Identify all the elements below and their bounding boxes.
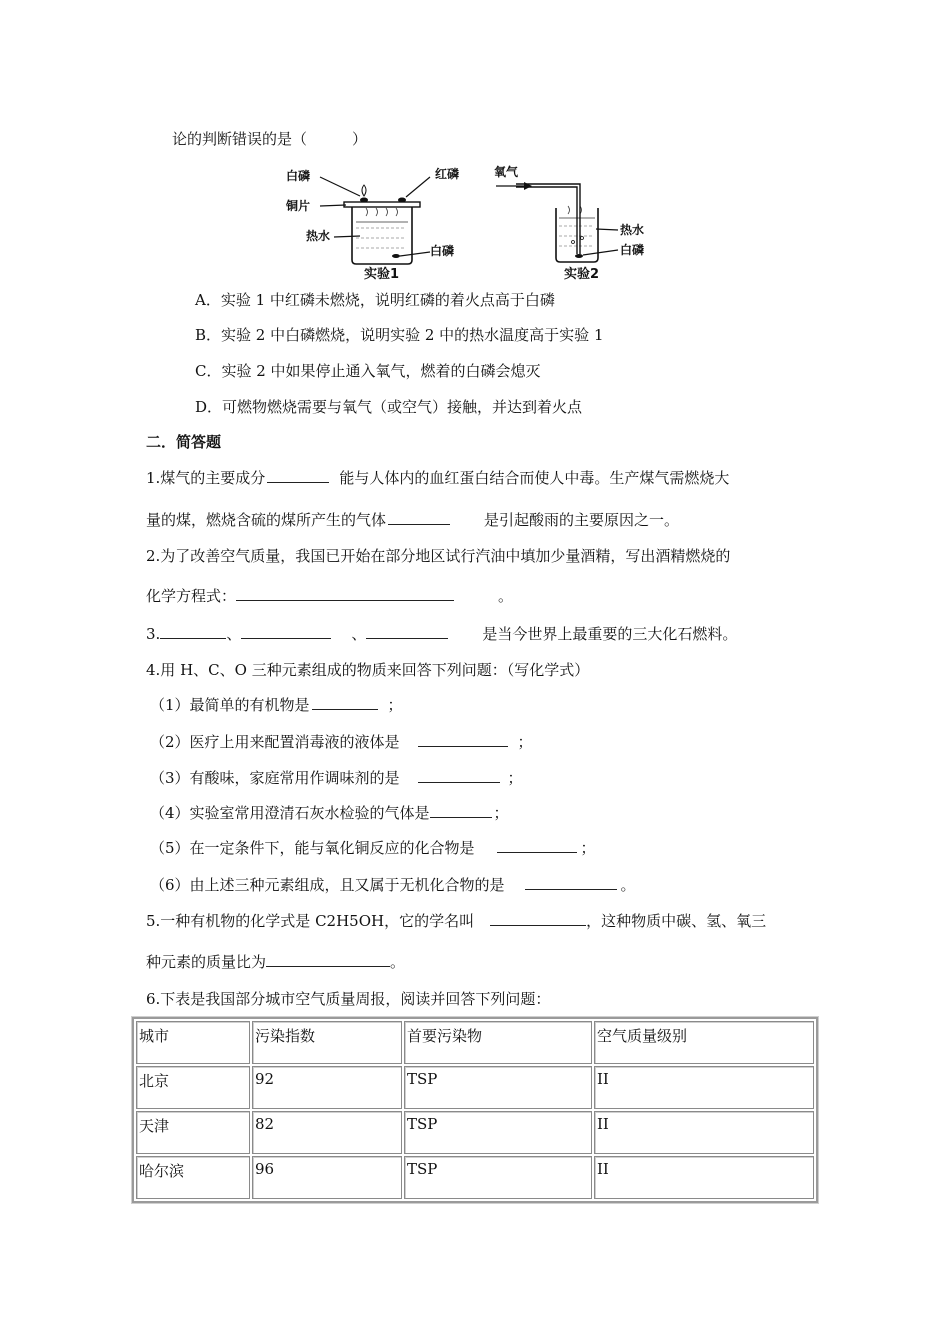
- q4-item-3: [150, 767, 523, 788]
- table-header-row: [136, 1021, 814, 1064]
- table-header-cell: 空气质量级别: [594, 1021, 814, 1064]
- table-cell: 92: [252, 1066, 402, 1109]
- question-tail-text: 论的判断错误的是（ ）: [172, 130, 368, 148]
- table-cell: II: [594, 1111, 814, 1154]
- q4-item-3-end: ；: [507, 769, 523, 787]
- q2-equation-blank[interactable]: [236, 586, 454, 601]
- label-hot-water-1: 热水: [306, 229, 331, 243]
- question-2-line-1: 2.为了改善空气质量，我国已开始在部分地区试行汽油中填加少量酒精，写出酒精燃烧的: [146, 547, 731, 565]
- label-oxygen: 氧气: [494, 165, 519, 179]
- q4-item-2-end: ；: [517, 733, 533, 751]
- table-row: [136, 1156, 814, 1199]
- q4-item-2: [150, 731, 533, 752]
- table-cell: TSP: [404, 1066, 592, 1109]
- q4-item-4-blank[interactable]: [430, 803, 492, 818]
- q1-text-3: 量的煤，燃烧含硫的煤所产生的气体: [146, 511, 387, 529]
- q1-blank-1[interactable]: [267, 468, 329, 483]
- question-3: [146, 623, 737, 644]
- table-cell: 96: [252, 1156, 402, 1199]
- q4-item-5-end: ；: [580, 839, 596, 857]
- q4-item-1: [150, 694, 403, 715]
- q4-item-1-text: （1）最简单的有机物是: [150, 696, 310, 714]
- q4-item-4-text: （4）实验室常用澄清石灰水检验的气体是: [150, 804, 430, 822]
- q4-item-4-end: ；: [493, 804, 509, 822]
- q5-text-4: 。: [390, 953, 406, 971]
- table-header-cell: 城市: [136, 1021, 250, 1064]
- q5-text-1: 5.一种有机物的化学式是 C2H5OH，它的学名叫: [146, 912, 475, 930]
- table-cell: 82: [252, 1111, 402, 1154]
- table-cell: 哈尔滨: [136, 1156, 250, 1199]
- q4-item-5-text: （5）在一定条件下，能与氧化铜反应的化合物是: [150, 839, 475, 857]
- q3-tail: 是当今世界上最重要的三大化石燃料。: [482, 625, 738, 643]
- q3-blank-2[interactable]: [241, 624, 331, 639]
- q3-blank-1[interactable]: [160, 624, 226, 639]
- label-copper-plate: 铜片: [286, 199, 311, 213]
- q3-sep-1: 、: [226, 625, 242, 643]
- experiment-1-figure: [320, 177, 430, 264]
- label-experiment-2: 实验2: [564, 267, 600, 282]
- q4-item-5: [150, 837, 596, 858]
- q4-item-3-text: （3）有酸味，家庭常用作调味剂的是: [150, 769, 400, 787]
- q1-text-2: 能与人体内的血红蛋白结合而使人中毒。生产煤气需燃烧大: [339, 469, 730, 487]
- option-b: B．实验 2 中白磷燃烧，说明实验 2 中的热水温度高于实验 1: [195, 326, 604, 344]
- q1-blank-2[interactable]: [388, 510, 450, 525]
- table-cell: 北京: [136, 1066, 250, 1109]
- table-row: [136, 1066, 814, 1109]
- table-cell: II: [594, 1066, 814, 1109]
- question-6-intro: 6.下表是我国部分城市空气质量周报，阅读并回答下列问题：: [146, 990, 551, 1008]
- option-a: A．实验 1 中红磷未燃烧，说明红磷的着火点高于白磷: [195, 291, 555, 309]
- question-4-intro: 4.用 H、C、O 三种元素组成的物质来回答下列问题：（写化学式）: [146, 661, 590, 679]
- table-cell: TSP: [404, 1156, 592, 1199]
- option-d: D．可燃物燃烧需要与氧气（或空气）接触，并达到着火点: [195, 398, 583, 416]
- q4-item-6: [150, 874, 636, 895]
- q4-item-1-end: ；: [387, 696, 403, 714]
- option-c: C．实验 2 中如果停止通入氧气，燃着的白磷会熄灭: [195, 362, 541, 380]
- q2-text-2b: 。: [498, 587, 514, 605]
- label-white-phosphorus-2: 白磷: [620, 243, 645, 257]
- question-1-line-1: [146, 467, 729, 488]
- q4-item-2-blank[interactable]: [418, 732, 508, 747]
- q4-item-4: [150, 802, 509, 823]
- label-white-phosphorus-bottom: 白磷: [430, 244, 455, 258]
- label-hot-water-2: 热水: [620, 223, 645, 237]
- experiment-diagram: [280, 160, 680, 285]
- label-experiment-1: 实验1: [364, 267, 400, 282]
- experiment-2-figure: [496, 182, 618, 262]
- air-quality-table: [132, 1017, 818, 1203]
- label-red-phosphorus: 红磷: [435, 167, 460, 181]
- q4-item-6-text: （6）由上述三种元素组成，且又属于无机化合物的是: [150, 876, 505, 894]
- question-5-line-2: [146, 951, 405, 972]
- q4-item-6-end: 。: [620, 876, 636, 894]
- table-cell: II: [594, 1156, 814, 1199]
- table-cell: 天津: [136, 1111, 250, 1154]
- q1-text-1: 1.煤气的主要成分: [146, 469, 266, 487]
- q4-item-1-blank[interactable]: [312, 695, 378, 710]
- q5-blank-2[interactable]: [266, 952, 390, 967]
- q4-item-2-text: （2）医疗上用来配置消毒液的液体是: [150, 733, 400, 751]
- label-white-phosphorus-top: 白磷: [286, 169, 311, 183]
- q4-item-3-blank[interactable]: [418, 768, 500, 783]
- q3-sep-2: 、: [351, 625, 367, 643]
- table-cell: TSP: [404, 1111, 592, 1154]
- q5-text-2: ，这种物质中碳、氢、氧三: [586, 912, 767, 930]
- section-title: 二．简答题: [146, 433, 222, 451]
- q4-item-6-blank[interactable]: [525, 875, 617, 890]
- table-row: [136, 1111, 814, 1154]
- q4-item-5-blank[interactable]: [497, 838, 577, 853]
- q5-blank-1[interactable]: [490, 911, 586, 926]
- q3-blank-3[interactable]: [366, 624, 448, 639]
- question-1-line-2: [146, 509, 679, 530]
- table-header-cell: 首要污染物: [404, 1021, 592, 1064]
- table-header-cell: 污染指数: [252, 1021, 402, 1064]
- q1-text-4: 是引起酸雨的主要原因之一。: [484, 511, 680, 529]
- q5-text-3: 种元素的质量比为: [146, 953, 267, 971]
- q3-lead: 3.: [146, 625, 161, 643]
- question-5-line-1: [146, 910, 766, 931]
- question-2-line-2: [146, 585, 513, 606]
- q2-text-2a: 化学方程式：: [146, 587, 237, 605]
